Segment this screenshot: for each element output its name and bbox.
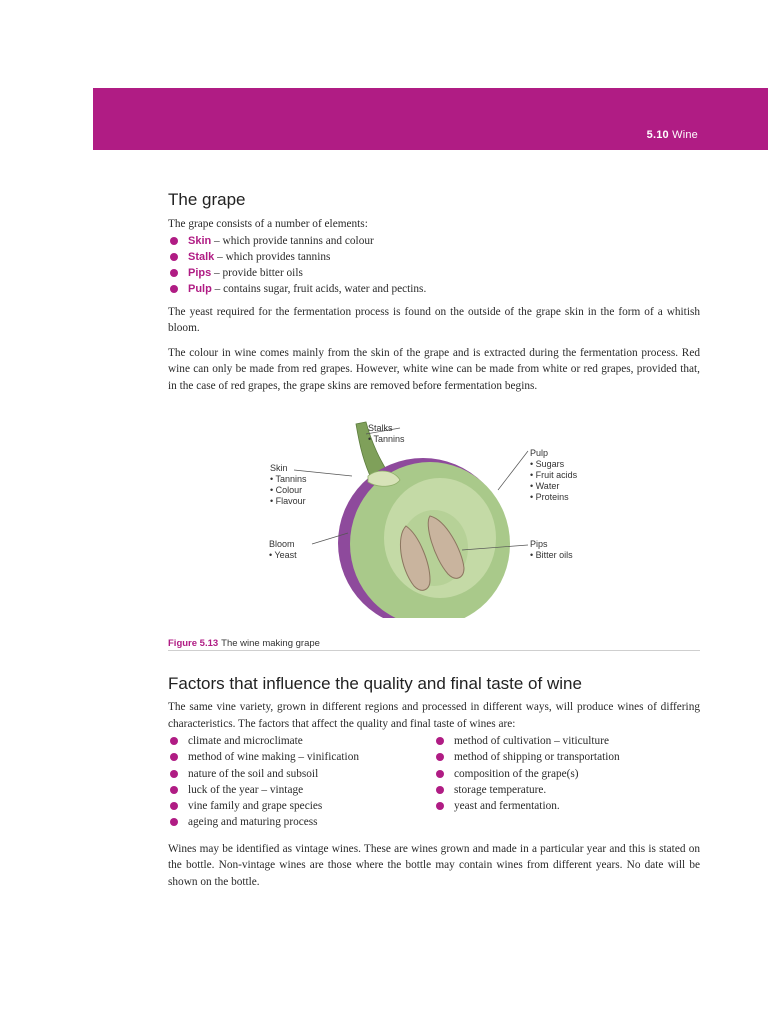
label-line: Skin: [270, 463, 288, 473]
colour-paragraph: The colour in wine comes mainly from the skin of the grape and is extracted during the fermentation process. Red wine can only be made from red grapes. However, white wine can be made from white or red grapes, provided that, in the case of red grapes, the grape skins are removed before fermentation begins.: [168, 346, 700, 392]
list-item: [168, 814, 434, 830]
bullet-dot: [170, 802, 178, 810]
label-line: • Bitter oils: [530, 550, 573, 560]
label-line: • Sugars: [530, 459, 565, 469]
factor-text: method of shipping or transportation: [454, 751, 620, 764]
list-item: [168, 782, 434, 798]
list-item: [168, 233, 700, 249]
grape-intro: The grape consists of a number of elements:: [168, 218, 368, 230]
grape-diagram: [168, 418, 700, 618]
bullet-dot: [170, 737, 178, 745]
bullet-dot: [170, 753, 178, 761]
factor-text: ageing and maturing process: [188, 816, 318, 829]
list-item: [168, 265, 700, 281]
bullet-dot: [436, 737, 444, 745]
label-bloom: [269, 539, 297, 560]
list-item: [168, 798, 434, 814]
element-desc: – provide bitter oils: [211, 267, 303, 280]
factor-text: climate and microclimate: [188, 735, 303, 747]
figure-caption-text: The wine making grape: [221, 638, 320, 649]
label-line: • Tannins: [368, 434, 405, 444]
section-heading: [647, 129, 698, 141]
list-item: [168, 249, 700, 265]
bullet-dot: [436, 770, 444, 778]
list-item: [434, 733, 700, 749]
element-desc: – contains sugar, fruit acids, water and pectins.: [211, 283, 427, 296]
label-line: • Colour: [270, 485, 303, 495]
list-item: [434, 766, 700, 782]
vintage-paragraph: Wines may be identified as vintage wines. These are wines grown and made in a particular year and this is stated on the bottle. Non-vintage wines are those where the bottle may contain wines from different years. No date will be shown on the bottle.: [168, 842, 700, 888]
label-line: Pulp: [530, 448, 549, 458]
label-pips: [530, 539, 573, 560]
label-line: Pips: [530, 539, 548, 549]
label-stalks: [368, 423, 405, 444]
bullet-dot: [436, 786, 444, 794]
factors-heading: Factors that influence the quality and final taste of wine: [168, 674, 582, 693]
factors-columns: [168, 733, 700, 831]
figure-number: Figure 5.13: [168, 638, 219, 649]
label-pulp: [530, 448, 580, 502]
bullet-dot: [170, 818, 178, 826]
grape-elements-list: [168, 233, 700, 298]
bullet-dot: [436, 802, 444, 810]
section-number: 5.10: [646, 129, 669, 141]
factor-text: vine family and grape species: [188, 800, 323, 813]
factor-text: luck of the year – vintage: [188, 783, 304, 796]
factor-text: nature of the soil and subsoil: [188, 767, 319, 780]
label-line: • Flavour: [270, 496, 306, 506]
list-item: [434, 749, 700, 765]
factor-text: method of wine making – vinification: [188, 751, 359, 764]
factors-section: [168, 674, 700, 890]
element-desc: – which provides tannins: [214, 250, 331, 263]
leader-line: [498, 451, 528, 490]
bullet-dot: [170, 786, 178, 794]
list-item: [168, 749, 434, 765]
label-line: • Water: [530, 481, 560, 491]
label-line: Stalks: [368, 423, 393, 433]
list-item: [434, 798, 700, 814]
factor-text: yeast and fermentation.: [454, 800, 560, 813]
list-item: [168, 281, 700, 297]
bullet-dot: [170, 269, 178, 277]
factor-text: composition of the grape(s): [454, 767, 579, 780]
factors-list-left: [168, 733, 434, 831]
label-skin: [270, 463, 309, 506]
chapter-header-band: [93, 88, 768, 150]
grape-section: [168, 190, 700, 394]
bullet-dot: [170, 237, 178, 245]
bullet-dot: [170, 770, 178, 778]
factor-text: storage temperature.: [454, 783, 547, 796]
factors-intro: The same vine variety, grown in different regions and processed in different ways, will produce wines of differing characteristics. The factors that affect the quality and final taste of wines are:: [168, 701, 700, 730]
caption-divider: [168, 650, 700, 651]
label-line: Bloom: [269, 539, 295, 549]
element-desc: – which provide tannins and colour: [211, 234, 374, 247]
label-line: • Fruit acids: [530, 470, 578, 480]
label-line: • Tannins: [270, 474, 307, 484]
bullet-dot: [170, 285, 178, 293]
bullet-dot: [436, 753, 444, 761]
bullet-dot: [170, 253, 178, 261]
grape-heading: The grape: [168, 190, 246, 209]
factor-text: method of cultivation – viticulture: [454, 735, 609, 747]
yeast-paragraph: The yeast required for the fermentation process is found on the outside of the grape skin in the form of a whitish bloom.: [168, 305, 700, 335]
list-item: [434, 782, 700, 798]
label-line: • Yeast: [269, 550, 297, 560]
figure-caption: [168, 638, 700, 649]
element-term: Pulp: [188, 283, 212, 296]
label-line: • Proteins: [530, 492, 569, 502]
element-term: Stalk: [188, 250, 215, 263]
list-item: [168, 766, 434, 782]
factors-list-right: [434, 733, 700, 831]
element-term: Skin: [188, 234, 212, 247]
list-item: [168, 733, 434, 749]
element-term: Pips: [188, 267, 212, 280]
section-title: Wine: [672, 129, 698, 141]
